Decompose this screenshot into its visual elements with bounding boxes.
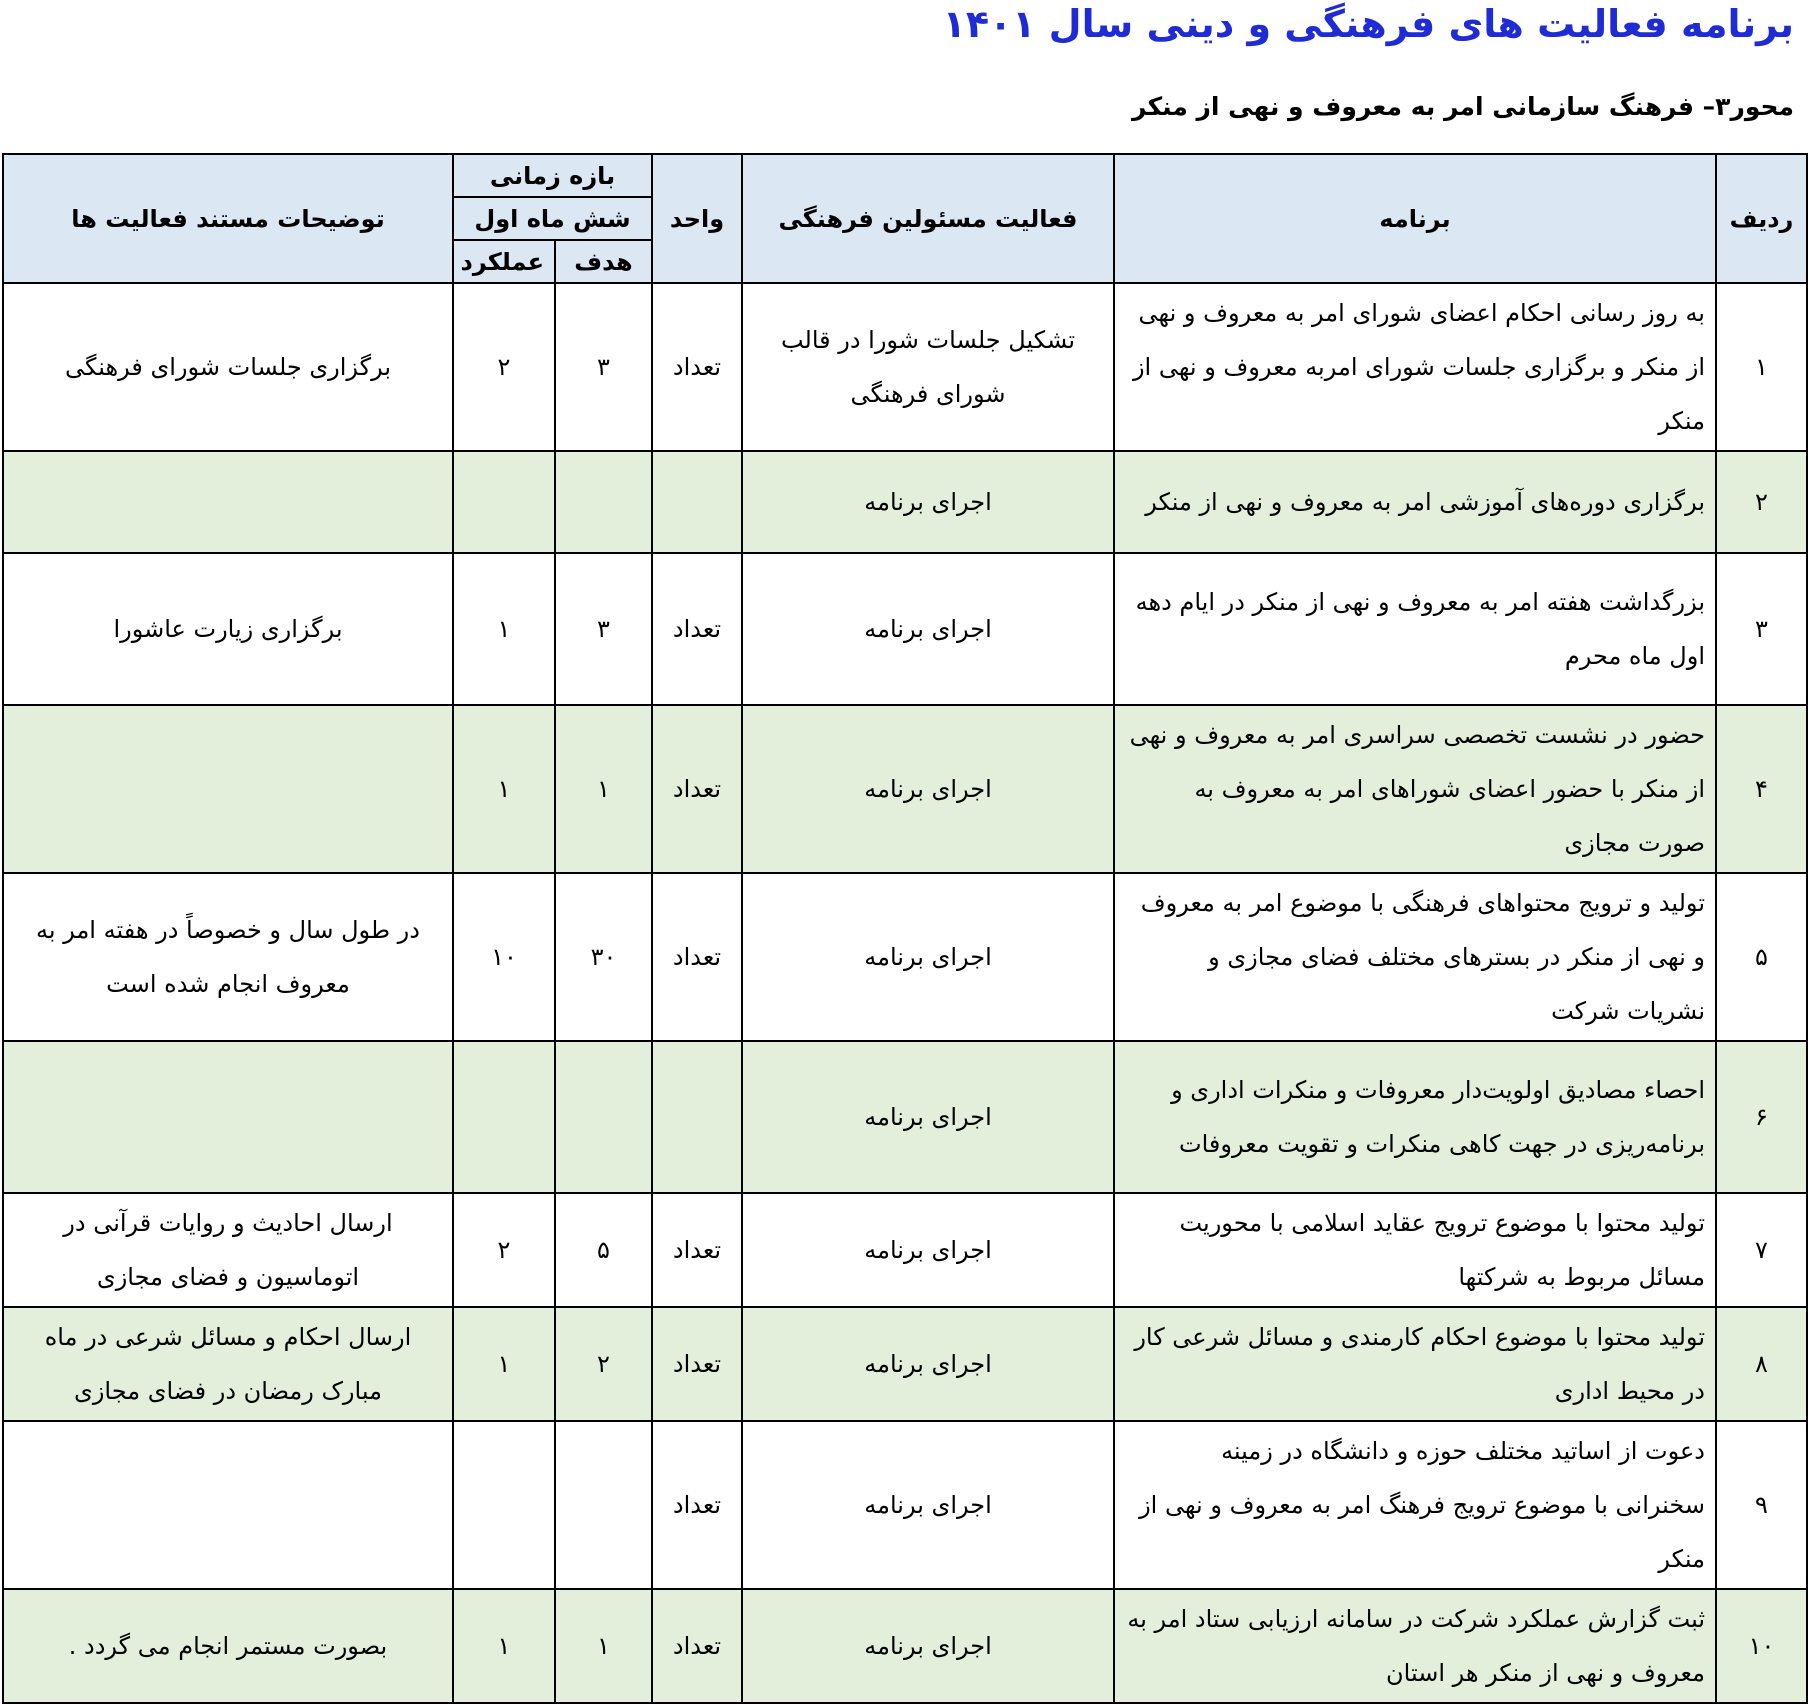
- cell-performance: ۲: [453, 283, 555, 451]
- cell-target: ۳: [555, 553, 652, 705]
- cell-activity: اجرای برنامه: [742, 873, 1114, 1041]
- cell-performance: ۱: [453, 705, 555, 873]
- cell-unit: تعداد: [652, 1193, 742, 1307]
- header-description: توضیحات مستند فعالیت ها: [3, 154, 453, 283]
- header-performance: عملکرد: [453, 240, 555, 283]
- cell-radif: ۷: [1716, 1193, 1807, 1307]
- table-row: [3, 1193, 1807, 1307]
- cell-performance: ۱: [453, 1307, 555, 1421]
- cell-program: احصاء مصادیق اولویت‌دار معروفات و منکرات اداری و برنامه‌ریزی در جهت کاهی منکرات و تقویت معروفات: [1114, 1041, 1716, 1193]
- cell-radif: ۹: [1716, 1421, 1807, 1589]
- cell-unit: تعداد: [652, 705, 742, 873]
- cell-target: [555, 1041, 652, 1193]
- table-row: [3, 705, 1807, 873]
- cell-performance: ۱: [453, 553, 555, 705]
- section-subtitle: محور۳– فرهنگ سازمانی امر به معروف و نهی از منکر: [1132, 92, 1794, 121]
- table-row: [3, 451, 1807, 553]
- cell-description: ارسال احادیث و روایات قرآنی در اتوماسیون و فضای مجازی: [3, 1193, 453, 1307]
- cell-program: حضور در نشست تخصصی سراسری امر به معروف و نهی از منکر با حضور اعضای شوراهای امر به معروف به صورت مجازی: [1114, 705, 1716, 873]
- cell-unit: تعداد: [652, 283, 742, 451]
- table-row: [3, 283, 1807, 451]
- cell-target: ۳: [555, 283, 652, 451]
- cell-unit: تعداد: [652, 553, 742, 705]
- cell-radif: ۱: [1716, 283, 1807, 451]
- cell-program: بزرگداشت هفته امر به معروف و نهی از منکر در ایام دهه اول ماه محرم: [1114, 553, 1716, 705]
- cell-description: برگزاری زیارت عاشورا: [3, 553, 453, 705]
- cell-target: [555, 451, 652, 553]
- table-row: [3, 1421, 1807, 1589]
- table-row: [3, 873, 1807, 1041]
- cell-performance: [453, 1041, 555, 1193]
- cell-program: ثبت گزارش عملکرد شرکت در سامانه ارزیابی ستاد امر به معروف و نهی از منکر هر استان: [1114, 1589, 1716, 1703]
- cell-description: [3, 1421, 453, 1589]
- cell-performance: ۲: [453, 1193, 555, 1307]
- cell-activity: اجرای برنامه: [742, 705, 1114, 873]
- table-row: [3, 1041, 1807, 1193]
- cell-description: در طول سال و خصوصاً در هفته امر به معروف انجام شده است: [3, 873, 453, 1041]
- cell-activity: اجرای برنامه: [742, 1307, 1114, 1421]
- cell-description: برگزاری جلسات شورای فرهنگی: [3, 283, 453, 451]
- cell-performance: ۱: [453, 1589, 555, 1703]
- table-row: [3, 1589, 1807, 1703]
- cell-activity: اجرای برنامه: [742, 451, 1114, 553]
- cell-unit: تعداد: [652, 1589, 742, 1703]
- cell-program: دعوت از اساتید مختلف حوزه و دانشگاه در زمینه سخنرانی با موضوع ترویج فرهنگ امر به معروف و نهی از منکر: [1114, 1421, 1716, 1589]
- cell-unit: تعداد: [652, 873, 742, 1041]
- activities-table: [2, 153, 1808, 1704]
- cell-description: بصورت مستمر انجام می گردد .: [3, 1589, 453, 1703]
- cell-activity: اجرای برنامه: [742, 1421, 1114, 1589]
- header-period: بازه زمانی: [453, 154, 652, 197]
- cell-activity: اجرای برنامه: [742, 553, 1114, 705]
- header-six-months: شش ماه اول: [453, 197, 652, 240]
- cell-target: [555, 1421, 652, 1589]
- cell-program: برگزاری دوره‌های آموزشی امر به معروف و نهی از منکر: [1114, 451, 1716, 553]
- cell-radif: ۱۰: [1716, 1589, 1807, 1703]
- cell-target: ۲: [555, 1307, 652, 1421]
- cell-description: [3, 451, 453, 553]
- cell-description: [3, 1041, 453, 1193]
- cell-program: تولید محتوا با موضوع ترویج عقاید اسلامی با محوریت مسائل مربوط به شرکتها: [1114, 1193, 1716, 1307]
- cell-description: [3, 705, 453, 873]
- cell-target: ۱: [555, 1589, 652, 1703]
- cell-radif: ۵: [1716, 873, 1807, 1041]
- cell-activity: تشکیل جلسات شورا در قالب شورای فرهنگی: [742, 283, 1114, 451]
- cell-performance: ۱۰: [453, 873, 555, 1041]
- cell-unit: [652, 1041, 742, 1193]
- cell-performance: [453, 451, 555, 553]
- cell-target: ۱: [555, 705, 652, 873]
- cell-unit: تعداد: [652, 1307, 742, 1421]
- cell-performance: [453, 1421, 555, 1589]
- cell-unit: تعداد: [652, 1421, 742, 1589]
- header-program: برنامه: [1114, 154, 1716, 283]
- cell-program: تولید محتوا با موضوع احکام کارمندی و مسائل شرعی کار در محیط اداری: [1114, 1307, 1716, 1421]
- page-title: برنامه فعالیت های فرهنگی و دینی سال ۱۴۰۱: [942, 2, 1794, 46]
- header-unit: واحد: [652, 154, 742, 283]
- header-activity: فعالیت مسئولین فرهنگی: [742, 154, 1114, 283]
- cell-target: ۳۰: [555, 873, 652, 1041]
- cell-radif: ۳: [1716, 553, 1807, 705]
- cell-target: ۵: [555, 1193, 652, 1307]
- header-target: هدف: [555, 240, 652, 283]
- table-row: [3, 1307, 1807, 1421]
- header-radif: ردیف: [1716, 154, 1807, 283]
- cell-activity: اجرای برنامه: [742, 1041, 1114, 1193]
- cell-radif: ۸: [1716, 1307, 1807, 1421]
- cell-unit: [652, 451, 742, 553]
- table-row: [3, 553, 1807, 705]
- cell-radif: ۲: [1716, 451, 1807, 553]
- cell-program: تولید و ترویج محتواهای فرهنگی با موضوع امر به معروف و نهی از منکر در بسترهای مختلف فضای مجازی و نشریات شرکت: [1114, 873, 1716, 1041]
- cell-radif: ۶: [1716, 1041, 1807, 1193]
- cell-activity: اجرای برنامه: [742, 1193, 1114, 1307]
- cell-radif: ۴: [1716, 705, 1807, 873]
- cell-activity: اجرای برنامه: [742, 1589, 1114, 1703]
- cell-program: به روز رسانی احکام اعضای شورای امر به معروف و نهی از منکر و برگزاری جلسات شورای امربه معروف و نهی از منکر: [1114, 283, 1716, 451]
- cell-description: ارسال احکام و مسائل شرعی در ماه مبارک رمضان در فضای مجازی: [3, 1307, 453, 1421]
